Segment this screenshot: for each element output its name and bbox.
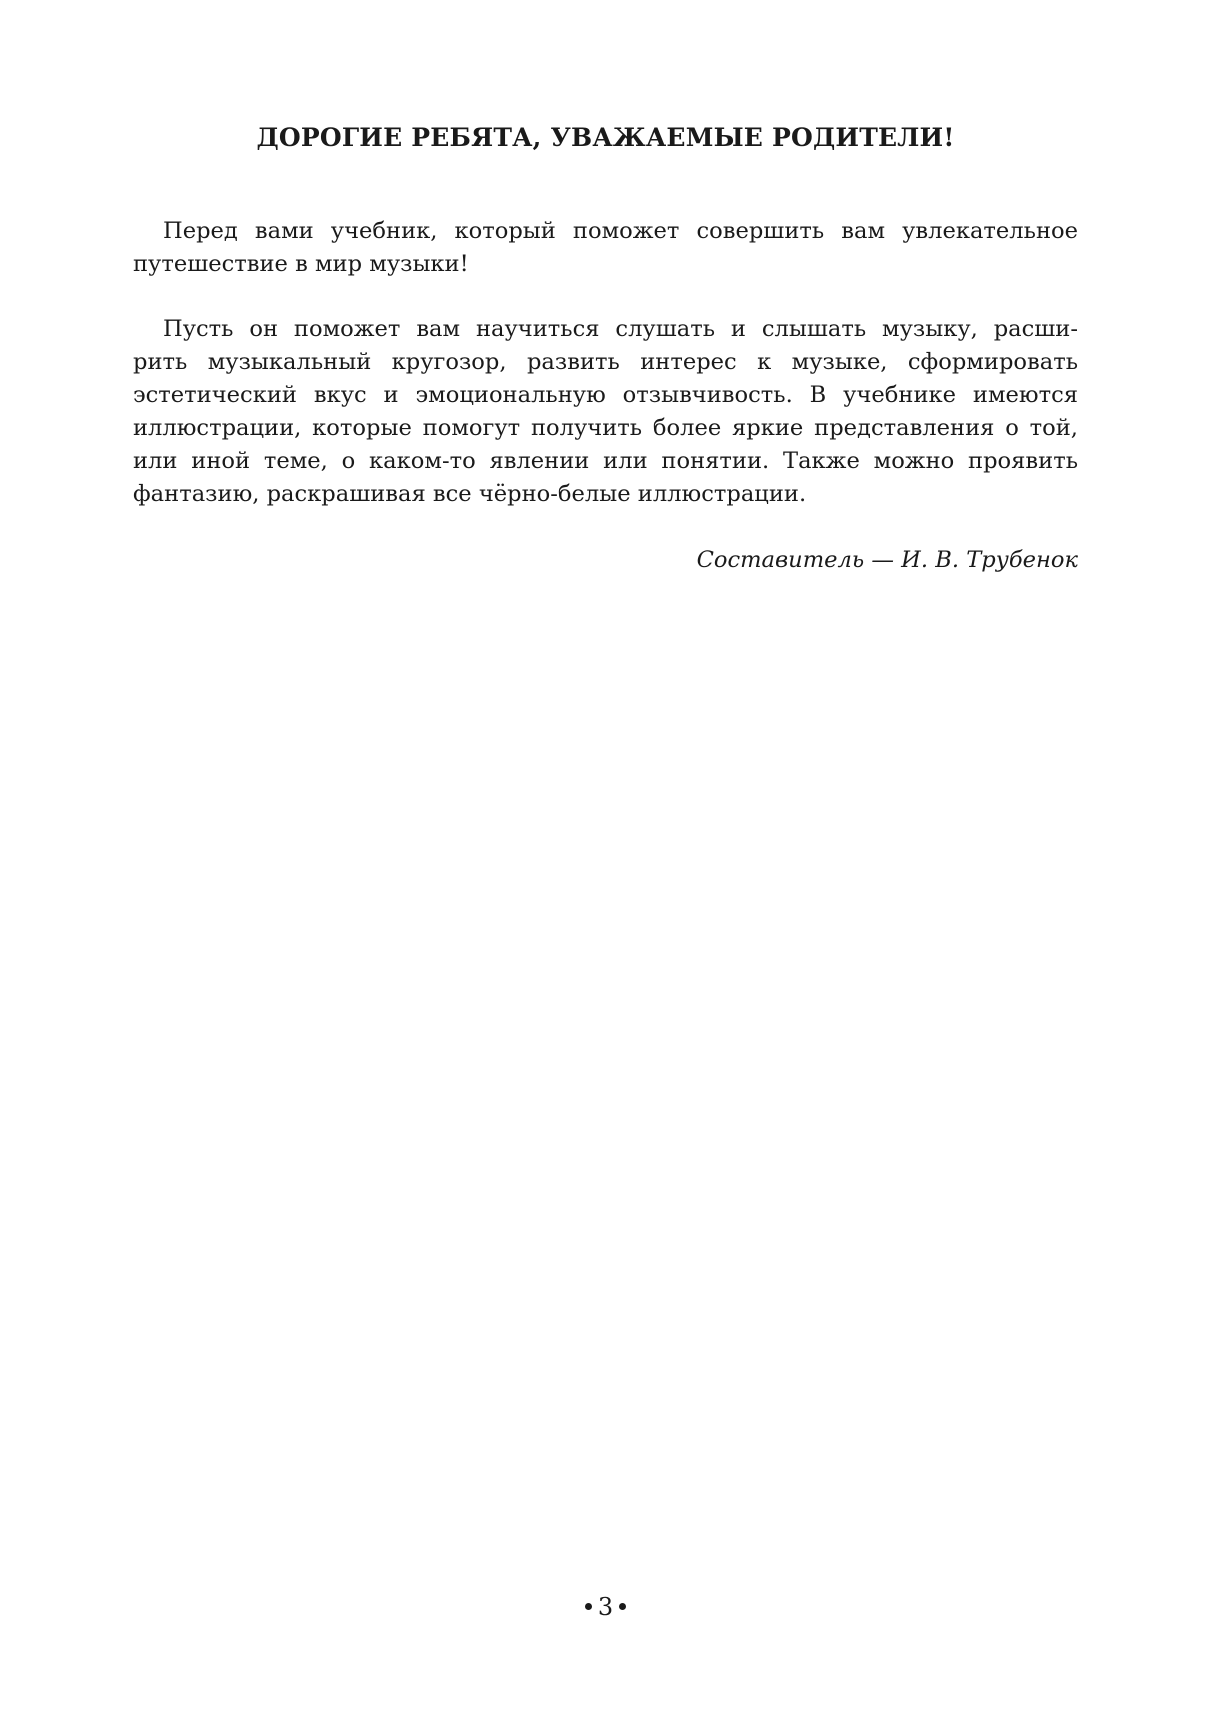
paragraph-line: фантазию, раскрашивая все чёрно-белые иллюстрации. — [133, 481, 807, 507]
paragraph-line: путешествие в мир музыки! — [133, 251, 469, 277]
paragraph-line: Пусть он поможет вам научиться слушать и слышать музыку, расши- — [163, 316, 1078, 342]
author-signature: Составитель — И. В. Трубенок — [696, 547, 1078, 573]
paragraph-line: или иной теме, о каком-то явлении или понятии. Также можно проявить — [133, 448, 1078, 474]
page-title: ДОРОГИЕ РЕБЯТА, УВАЖАЕМЫЕ РОДИТЕЛИ! — [256, 123, 955, 152]
paragraph-intro — [133, 215, 1078, 281]
bullet-dot-icon — [585, 1603, 592, 1610]
paragraph-line: Перед вами учебник, который поможет совершить вам увлекательное — [163, 218, 1078, 244]
paragraph-line: эстетический вкус и эмоциональную отзывчивость. В учебнике имеются — [133, 382, 1078, 408]
paragraph-line: рить музыкальный кругозор, развить интерес к музыке, сформировать — [133, 349, 1078, 375]
paragraph-main — [133, 313, 1078, 511]
bullet-dot-icon — [619, 1603, 626, 1610]
page-number-value: 3 — [597, 1593, 614, 1621]
paragraph-line: иллюстрации, которые помогут получить более яркие представления о той, — [133, 415, 1078, 441]
page-number — [0, 1593, 1211, 1621]
